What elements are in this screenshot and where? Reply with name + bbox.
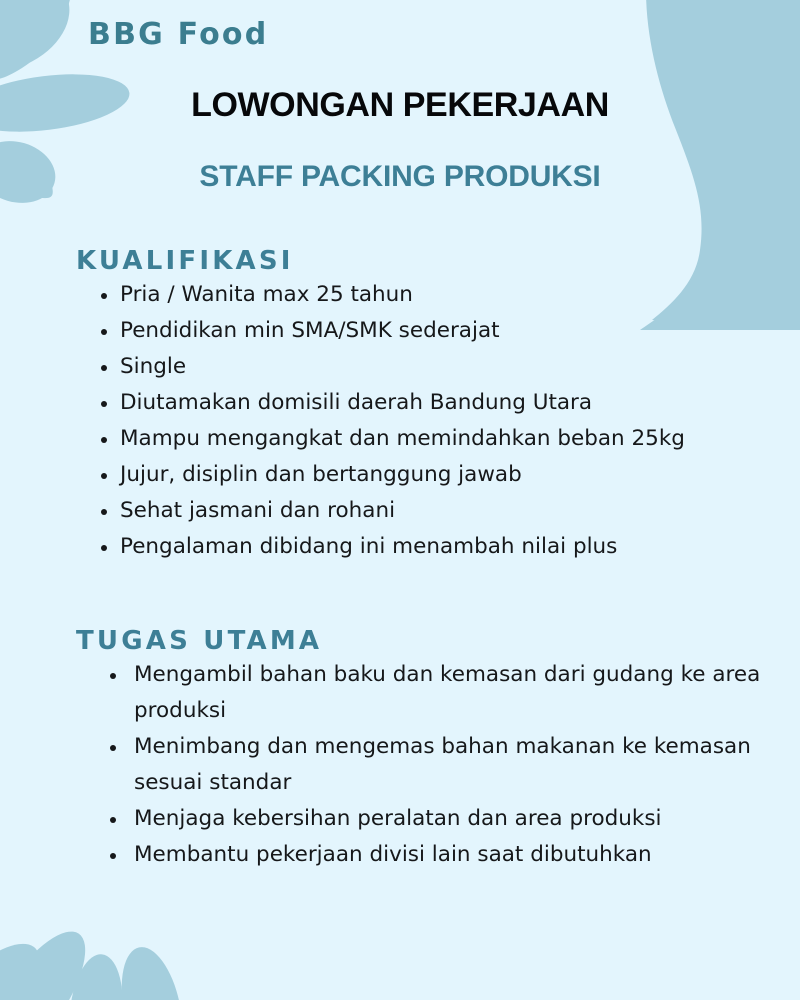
- list-item: [0, 801, 800, 837]
- bullet-dot-icon: [101, 509, 107, 515]
- qualifications-section: [0, 246, 800, 565]
- page-title: LOWONGAN PEKERJAAN: [191, 86, 609, 124]
- list-item: [0, 529, 800, 565]
- list-item-text: Jujur, disiplin dan bertanggung jawab: [120, 462, 522, 488]
- bullet-dot-icon: [110, 745, 116, 751]
- list-item-text: Diutamakan domisili daerah Bandung Utara: [120, 390, 593, 416]
- list-item: [0, 313, 800, 349]
- list-item: [0, 837, 800, 873]
- bullet-dot-icon: [101, 437, 107, 443]
- company-name: BBG Food: [88, 17, 269, 52]
- list-item-text: Mengambil bahan baku dan kemasan dari gudang ke area produksi: [134, 662, 761, 724]
- bullet-dot-icon: [101, 329, 107, 335]
- list-item: [0, 349, 800, 385]
- list-item-text: Mampu mengangkat dan memindahkan beban 25kg: [120, 426, 685, 452]
- bullet-dot-icon: [110, 673, 116, 679]
- list-item-text: Membantu pekerjaan divisi lain saat dibutuhkan: [134, 842, 652, 868]
- duties-heading: TUGAS UTAMA: [76, 626, 323, 656]
- list-item: [0, 277, 800, 313]
- bullet-dot-icon: [101, 365, 107, 371]
- bullet-dot-icon: [101, 473, 107, 479]
- list-item: [0, 657, 800, 729]
- qualifications-heading: KUALIFIKASI: [76, 246, 294, 276]
- bullet-dot-icon: [101, 545, 107, 551]
- list-item-text: Pria / Wanita max 25 tahun: [120, 282, 413, 308]
- bullet-dot-icon: [101, 401, 107, 407]
- list-item-text: Menimbang dan mengemas bahan makanan ke kemasan sesuai standar: [134, 734, 751, 796]
- duties-list: [0, 657, 800, 873]
- bullet-dot-icon: [101, 293, 107, 299]
- duties-section: [0, 626, 800, 873]
- list-item: [0, 729, 800, 801]
- list-item-text: Pendidikan min SMA/SMK sederajat: [120, 318, 500, 344]
- list-item: [0, 457, 800, 493]
- list-item-text: Sehat jasmani dan rohani: [120, 498, 396, 524]
- qualifications-list: [0, 277, 800, 565]
- list-item: [0, 421, 800, 457]
- list-item: [0, 493, 800, 529]
- list-item-text: Single: [120, 354, 187, 380]
- list-item-text: Pengalaman dibidang ini menambah nilai plus: [120, 534, 618, 560]
- bullet-dot-icon: [110, 817, 116, 823]
- bullet-dot-icon: [110, 853, 116, 859]
- list-item: [0, 385, 800, 421]
- list-item-text: Menjaga kebersihan peralatan dan area produksi: [134, 806, 662, 832]
- job-position-title: STAFF PACKING PRODUKSI: [199, 160, 601, 193]
